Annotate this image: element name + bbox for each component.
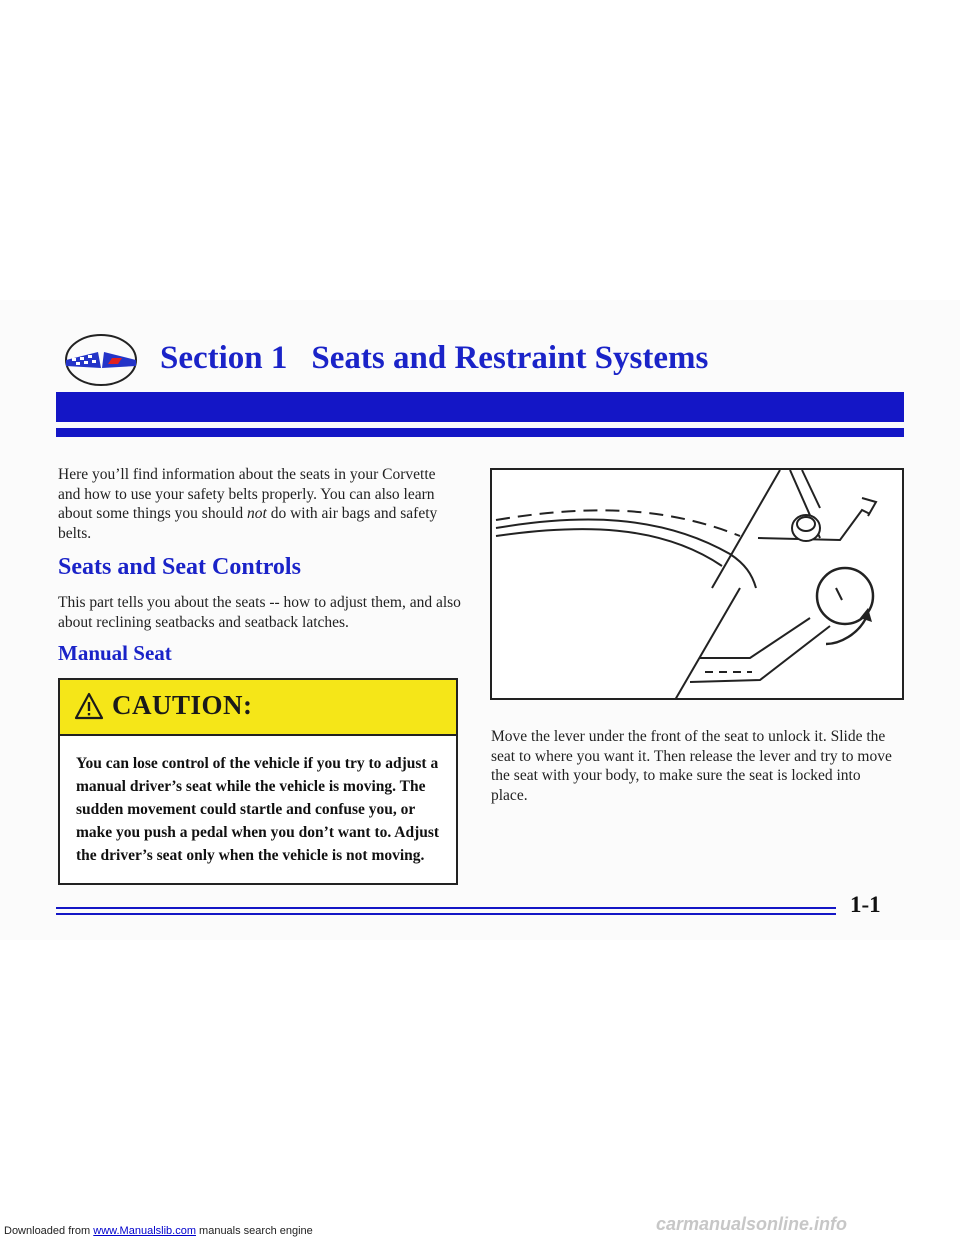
warning-triangle-icon [74,692,104,720]
footer-rule [56,907,836,909]
header-band-thin [56,428,904,437]
header-band [56,392,904,422]
section-number: Section 1 [160,340,288,376]
section-name: Seats and Restraint Systems [311,340,709,376]
caution-label: CAUTION: [112,690,253,720]
caution-header [60,680,456,736]
seats-heading: Seats and Seat Controls [58,554,301,580]
footer-rule-thin [56,913,836,915]
seats-paragraph: This part tells you about the seats -- how to adjust them, and also about reclining seatbacks and seatback latches. [58,594,461,631]
manualslib-link[interactable]: www.Manualslib.com [93,1225,196,1237]
manual-seat-heading: Manual Seat [58,641,172,665]
intro-emphasis: not [247,505,267,522]
page-number: 1-1 [850,892,881,917]
download-footer: Downloaded from www.Manualslib.com manuals search engine [4,1225,313,1237]
figure-caption: Move the lever under the front of the seat to unlock it. Slide the seat to where you want it. Then release the lever and try to move the seat with your body, to make sure the seat is locked into place. [491,728,892,804]
watermark: carmanualsonline.info [656,1214,848,1234]
seat-lever-illustration [490,468,904,700]
page-top-margin [0,0,960,300]
corvette-flag-logo-icon [56,330,146,390]
section-title [160,340,708,377]
caution-box [58,678,458,885]
intro-paragraph: Here you’ll find information about the seats in your Corvette and how to use your safety belts properly. You can also learn about some things you should not do with air bags and safety belts. [58,466,438,542]
caution-text: You can lose control of the vehicle if you try to adjust a manual driver’s seat while the vehicle is moving. The sudden movement could startle and confuse you, or make you push a pedal when you don’t want to. Adjust the driver’s seat only when the vehicle is not moving. [76,755,440,864]
